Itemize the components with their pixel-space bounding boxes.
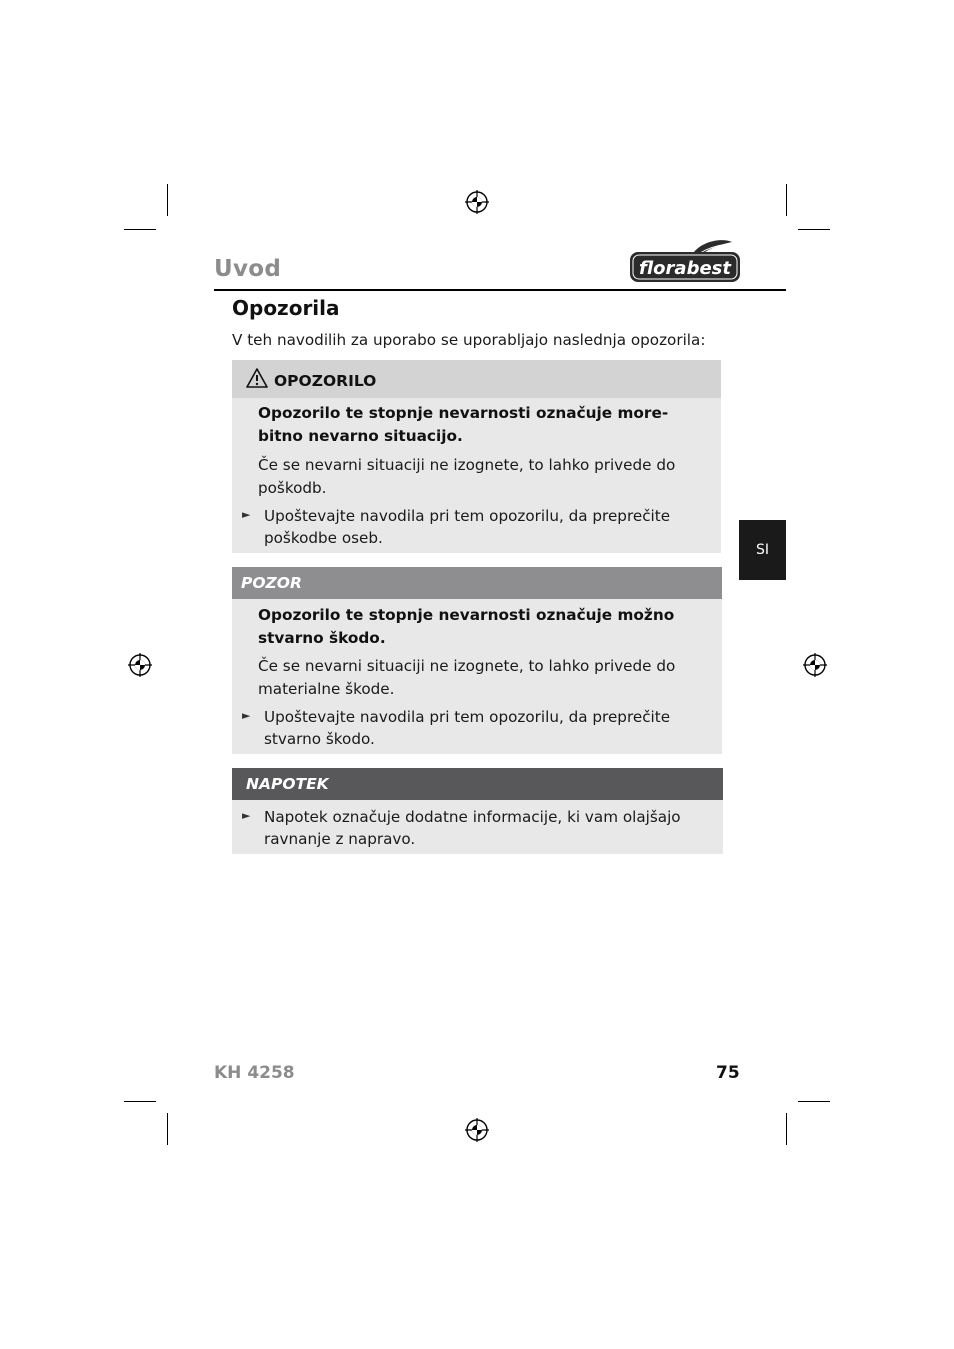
note-box xyxy=(232,768,723,854)
registration-mark-icon xyxy=(465,1118,489,1142)
crop-mark xyxy=(786,1113,787,1145)
caution-text-line: materialne škode. xyxy=(258,680,395,698)
page-number: 75 xyxy=(716,1063,740,1083)
note-bullet-line: Napotek označuje dodatne informacije, ki vam olajšajo xyxy=(264,808,681,826)
crop-mark xyxy=(167,184,168,216)
caution-box-header xyxy=(232,567,722,599)
warning-box-header xyxy=(232,360,721,398)
note-box-header xyxy=(232,768,723,800)
intro-text: V teh navodilih za uporabo se uporabljajo naslednja opozorila: xyxy=(232,331,706,349)
note-bullet-line: ravnanje z napravo. xyxy=(264,830,416,848)
warning-label: OPOZORILO xyxy=(274,372,377,390)
caution-bullet-line: stvarno škodo. xyxy=(264,730,375,748)
caution-label: POZOR xyxy=(241,574,302,592)
warning-bullet-line: Upoštevajte navodila pri tem opozorilu, da preprečite xyxy=(264,507,671,525)
warning-text-line: poškodb. xyxy=(258,479,327,497)
crop-mark xyxy=(786,184,787,216)
crop-mark xyxy=(798,229,830,230)
caution-box xyxy=(232,567,722,754)
language-tab: SI xyxy=(739,520,786,580)
registration-mark-icon xyxy=(465,190,489,214)
warning-bold-line: bitno nevarno situacijo. xyxy=(258,427,463,445)
svg-text:florabest: florabest xyxy=(639,258,731,279)
chapter-title: Uvod xyxy=(214,256,282,282)
crop-mark xyxy=(167,1113,168,1145)
caution-text-line: Če se nevarni situaciji ne izognete, to lahko privede do xyxy=(258,657,676,675)
bullet-arrow-icon: ► xyxy=(242,508,251,521)
crop-mark xyxy=(124,229,156,230)
florabest-logo xyxy=(628,238,742,286)
warning-bullet-line: poškodbe oseb. xyxy=(264,529,383,547)
header-rule xyxy=(214,289,786,291)
bullet-arrow-icon: ► xyxy=(242,809,251,822)
warning-text-line: Če se nevarni situaciji ne izognete, to lahko privede do xyxy=(258,456,676,474)
crop-mark xyxy=(798,1101,830,1102)
caution-bold-line: Opozorilo te stopnje nevarnosti označuje možno xyxy=(258,606,675,624)
registration-mark-icon xyxy=(803,653,827,677)
note-label: NAPOTEK xyxy=(246,775,329,793)
caution-bullet-line: Upoštevajte navodila pri tem opozorilu, da preprečite xyxy=(264,708,671,726)
registration-mark-icon xyxy=(128,653,152,677)
warning-bold-line: Opozorilo te stopnje nevarnosti označuje more- xyxy=(258,404,669,422)
caution-bold-line: stvarno škodo. xyxy=(258,629,386,647)
bullet-arrow-icon: ► xyxy=(242,709,251,722)
warning-triangle-icon xyxy=(246,368,268,388)
section-title: Opozorila xyxy=(232,296,340,320)
crop-mark xyxy=(124,1101,156,1102)
warning-box xyxy=(232,360,721,553)
model-number: KH 4258 xyxy=(214,1063,295,1083)
